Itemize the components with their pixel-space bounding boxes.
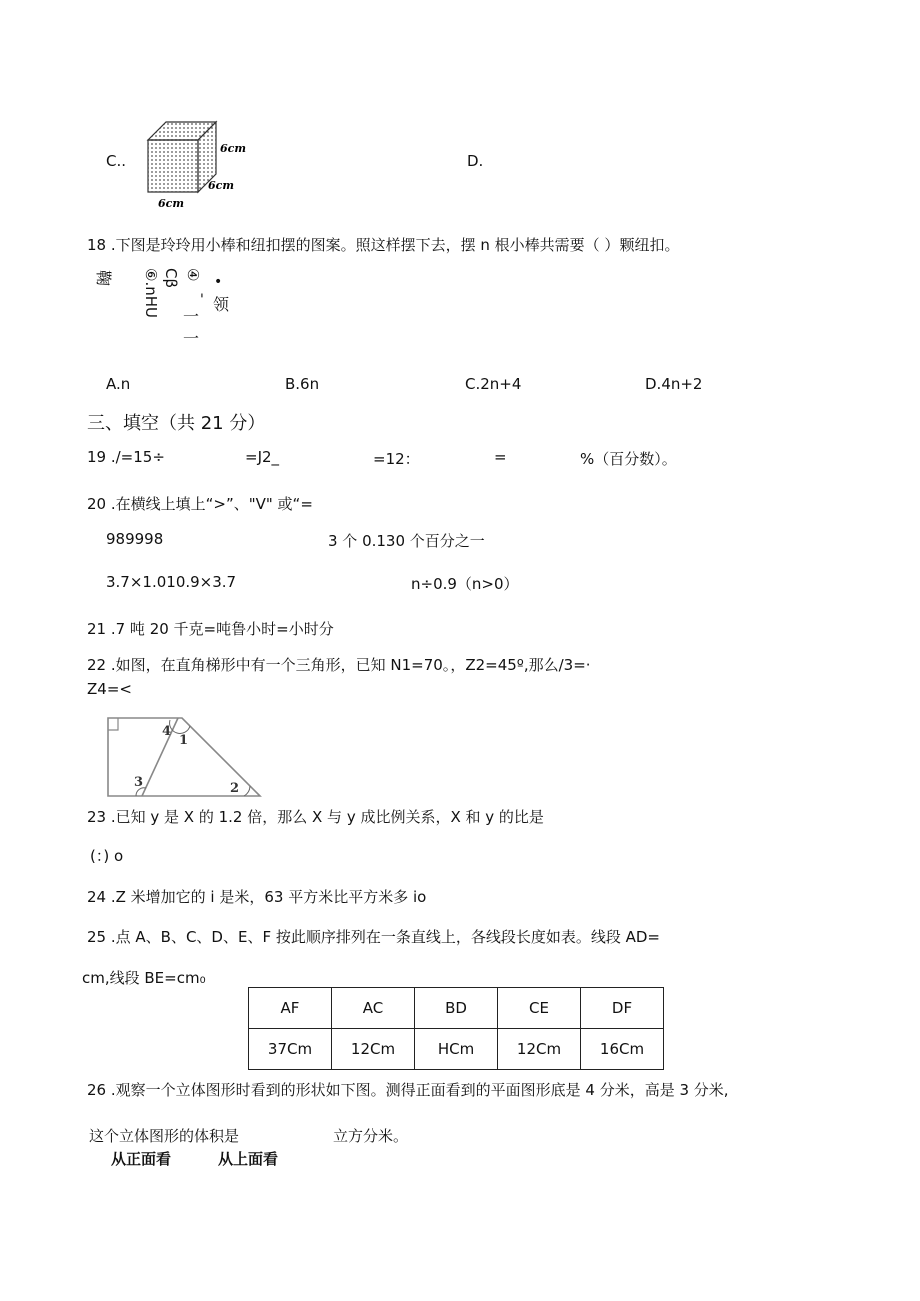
- q18-option-a: A.n: [106, 375, 131, 393]
- table-header-cell: BD: [415, 988, 498, 1029]
- q19-part4: =: [494, 448, 507, 466]
- q23-line2: (：) o: [90, 847, 124, 865]
- q20-row2-right: n÷0.9（n>0）: [411, 575, 519, 593]
- table-value-cell: 12Cm: [498, 1029, 581, 1070]
- q18-fig-glyph-a: 鞠: [94, 270, 113, 287]
- angle-1-label: 1: [179, 733, 189, 748]
- q18-fig-glyph-e: 一: [183, 307, 200, 326]
- angle-2-label: 2: [230, 781, 240, 796]
- q20-row1-right: 3 个 0.130 个百分之一: [328, 532, 485, 550]
- q24-text: 24 .Z 米增加它的 i 是米，63 平方米比平方米多 io: [87, 888, 427, 906]
- view-top-label: 从上面看: [218, 1150, 279, 1168]
- q26-line2-b: 立方分米。: [333, 1127, 409, 1145]
- q18-option-b: B.6n: [285, 375, 320, 393]
- cube-label-depth: 6cm: [208, 179, 234, 192]
- q21-text: 21 .7 吨 20 千克=吨鲁小时=小时分: [87, 620, 334, 638]
- angle-4-label: 4: [162, 724, 172, 739]
- q18-stem: 18 .下图是玲玲用小棒和纽扣摆的图案。照这样摆下去，摆 n 根小棒共需要（ ）颗纽扣。: [87, 236, 680, 254]
- cube-label-width: 6cm: [158, 197, 184, 210]
- q18-fig-glyph-c: Cβ: [162, 268, 180, 289]
- q17-option-d-label: D.: [467, 152, 484, 170]
- q18-fig-glyph-g: •: [214, 274, 223, 290]
- q23-line1: 23 .已知 y 是 X 的 1.2 倍，那么 X 与 y 成比例关系，X 和 y 的比是: [87, 808, 544, 826]
- cube-label-height: 6cm: [220, 142, 246, 155]
- q19-part5: %（百分数）。: [580, 450, 677, 468]
- trapezoid-figure: [104, 712, 266, 800]
- q19-part1: 19 ./=15÷: [87, 448, 165, 466]
- q18-option-c: C.2n+4: [465, 375, 522, 393]
- q26-line1: 26 .观察一个立体图形时看到的形状如下图。测得正面看到的平面图形底是 4 分米，高是 3 分米,: [87, 1081, 729, 1099]
- table-header-cell: DF: [581, 988, 664, 1029]
- q25-line2: cm,线段 BE=cm₀: [82, 969, 206, 987]
- q18-option-d: D.4n+2: [645, 375, 703, 393]
- table-value-cell: 16Cm: [581, 1029, 664, 1070]
- q19-part2: =J2_: [245, 448, 280, 466]
- segment-table-value-row: [249, 1029, 664, 1070]
- q22-line2: Z4=<: [87, 680, 132, 698]
- section-heading: 三、填空（共 21 分）: [87, 413, 266, 434]
- segment-table: [248, 987, 664, 1070]
- q18-fig-glyph-d: ④: [184, 268, 202, 282]
- q18-fig-glyph-i: 领: [213, 295, 230, 314]
- table-value-cell: HCm: [415, 1029, 498, 1070]
- q20-row1-left: 989998: [106, 530, 164, 548]
- q20-row2-left: 3.7×1.010.9×3.7: [106, 573, 237, 591]
- q25-line1: 25 .点 A、B、C、D、E、F 按此顺序排列在一条直线上，各线段长度如表。线段 AD=: [87, 928, 660, 946]
- q18-fig-glyph-b: ⑥.nHU: [142, 268, 160, 318]
- table-value-cell: 37Cm: [249, 1029, 332, 1070]
- q18-fig-glyph-h: ': [200, 292, 204, 308]
- q26-line2-a: 这个立体图形的体积是: [89, 1127, 240, 1145]
- view-front-label: 从正面看: [111, 1150, 172, 1168]
- segment-table-header-row: [249, 988, 664, 1029]
- table-header-cell: CE: [498, 988, 581, 1029]
- table-value-cell: 12Cm: [332, 1029, 415, 1070]
- cube-figure: [138, 118, 250, 212]
- q20-stem: 20 .在横线上填上“>”、"V" 或“=: [87, 495, 313, 513]
- q19-part3: =12：: [373, 450, 420, 468]
- q17-option-c-label: C..: [106, 152, 127, 170]
- q18-fig-glyph-f: 一: [183, 329, 200, 348]
- table-header-cell: AC: [332, 988, 415, 1029]
- q22-line1: 22 .如图，在直角梯形中有一个三角形，已知 N1=70。，Z2=45º,那么/3=·: [87, 656, 591, 674]
- table-header-cell: AF: [249, 988, 332, 1029]
- angle-3-label: 3: [134, 775, 144, 790]
